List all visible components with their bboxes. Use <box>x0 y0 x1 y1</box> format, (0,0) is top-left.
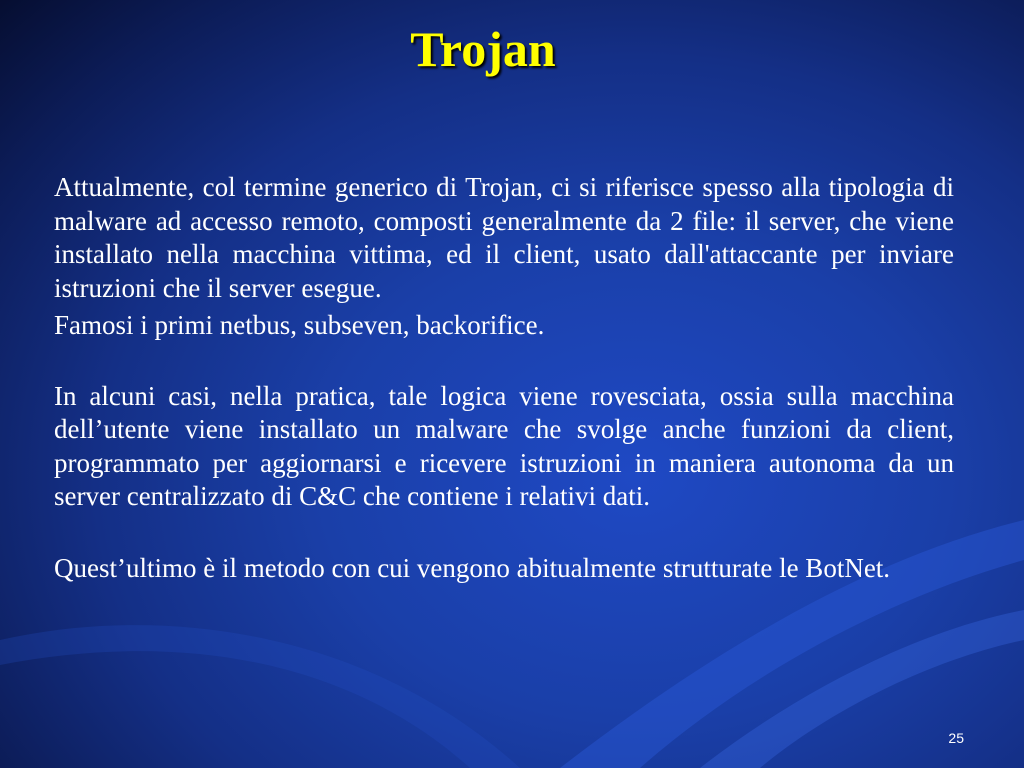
page-number: 25 <box>948 730 964 746</box>
paragraph-famous-trojans: Famosi i primi netbus, subseven, backorifice. <box>54 310 545 340</box>
paragraph-reversed-logic: In alcuni casi, nella pratica, tale logica viene rovesciata, ossia sulla macchina dell’utente viene installato un malware che svolge anche funzioni da client, programmato per aggiornarsi e ricevere istruzioni in maniera autonoma da un server centralizzato di C&C che contiene i relativi dati. <box>54 380 954 511</box>
paragraph-trojan-definition: Attualmente, col termine generico di Trojan, ci si riferisce spesso alla tipologia di malware ad accesso remoto, composti generalmente da 2 file: il server, che viene installato nella macchina vittima, ed il client, usato dall'attaccante per inviare istruzioni che il server esegue. <box>54 172 954 303</box>
slide-title: Trojan <box>410 21 556 77</box>
slide-body <box>54 171 954 585</box>
paragraph-botnet: Quest’ultimo è il metodo con cui vengono abitualmente strutturate le BotNet. <box>54 552 891 583</box>
